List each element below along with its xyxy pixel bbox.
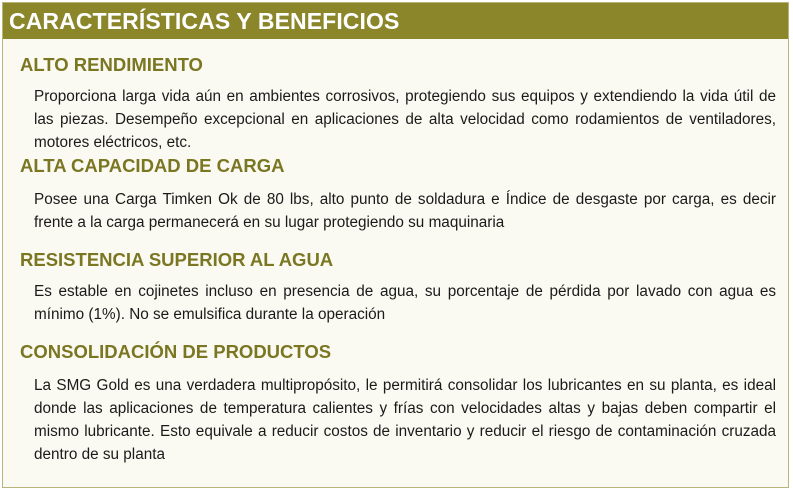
features-benefits-panel — [2, 2, 789, 488]
section-text-consolidacion: La SMG Gold es una verdadera multipropósito, le permitirá consolidar los lubricantes en su planta, es ideal donde las aplicaciones de temperatura calientes y frías con velocidades altas y bajas deben compartir el mismo lubricante. Esto equivale a reducir costos de inventario y reducir el riesgo de contaminación cruzada dentro de su planta — [34, 377, 776, 463]
section-title-alto-rendimiento: ALTO RENDIMIENTO — [20, 54, 203, 75]
section-title-alta-capacidad: ALTA CAPACIDAD DE CARGA — [20, 155, 285, 176]
section-title-consolidacion: CONSOLIDACIÓN DE PRODUCTOS — [20, 341, 332, 362]
section-text-resistencia-agua: Es estable en cojinetes incluso en presencia de agua, su porcentaje de pérdida por lavado con agua es mínimo (1%). No se emulsifica durante la operación — [34, 283, 776, 323]
section-text-alta-capacidad: Posee una Carga Timken Ok de 80 lbs, alto punto de soldadura e Índice de desgaste por carga, es decir frente a la carga permanecerá en su lugar protegiendo su maquinaria — [34, 191, 776, 231]
panel-header: CARACTERÍSTICAS Y BENEFICIOS — [3, 3, 788, 39]
section-text-alto-rendimiento: Proporciona larga vida aún en ambientes corrosivos, protegiendo sus equipos y extendiendo la vida útil de las piezas. Desempeño excepcional en aplicaciones de alta velocidad como rodamientos de ventiladores, motores eléctricos, etc. — [34, 88, 776, 151]
section-title-resistencia-agua: RESISTENCIA SUPERIOR AL AGUA — [20, 249, 334, 270]
